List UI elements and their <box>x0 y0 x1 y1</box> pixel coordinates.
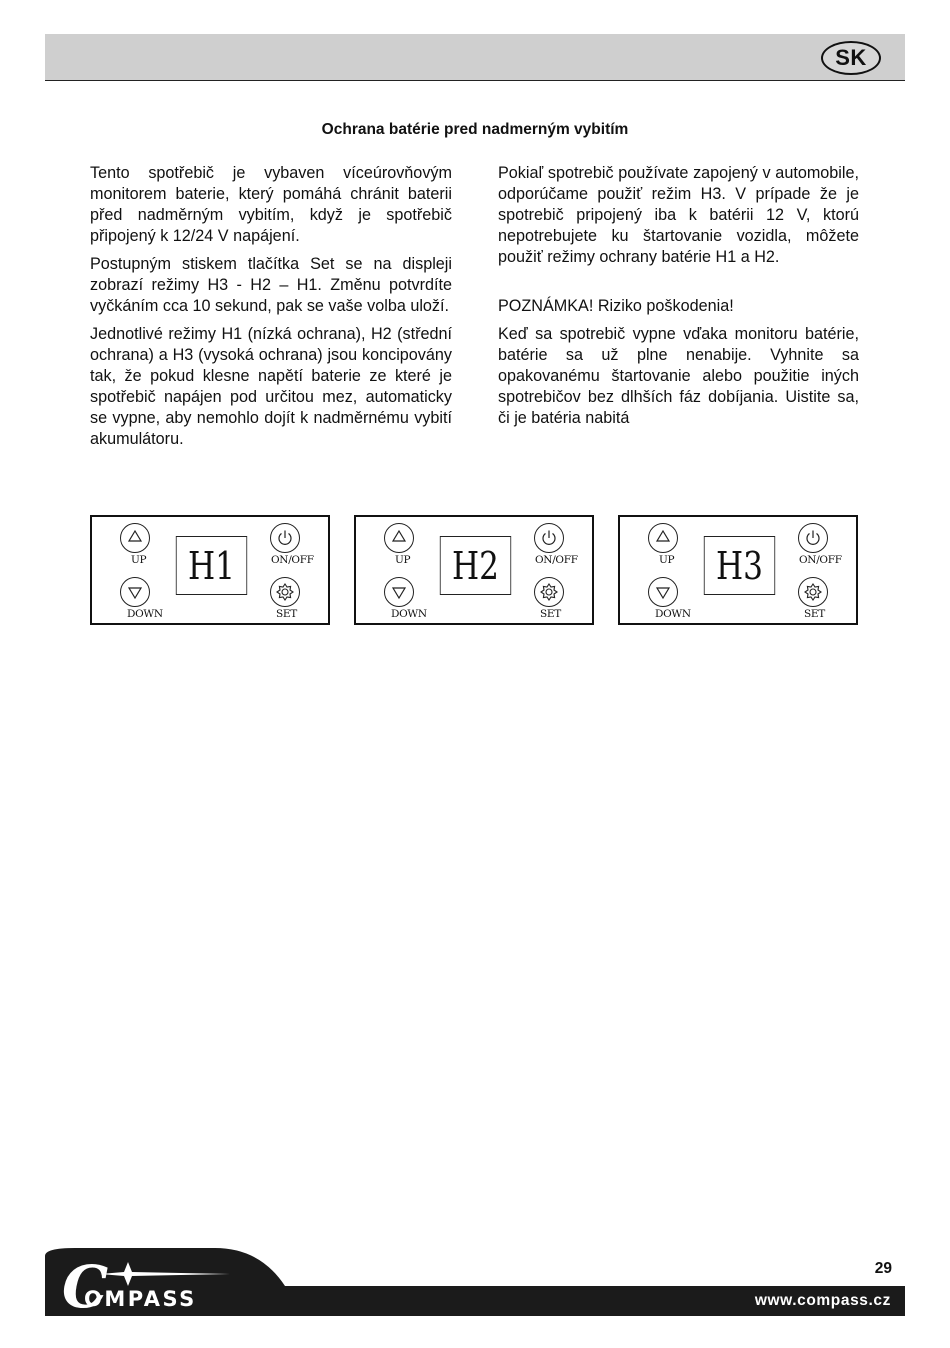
up-label: UP <box>395 554 411 566</box>
up-button[interactable] <box>648 523 678 553</box>
logo-text: OMPASS <box>84 1287 197 1311</box>
display-screen: H3 <box>704 536 775 595</box>
down-label: DOWN <box>655 608 691 620</box>
power-label: ON/OFF <box>799 554 842 566</box>
paragraph: Jednotlivé režimy H1 (nízká ochrana), H2 (střední ochrana) a H3 (vysoká ochrana) jsou koncipovány tak, že pokud klesne napětí baterie ze které je spotřebič napájen pod určitou mez, automaticky se vypne, aby nemohlo dojít k nadměrnému vybití akumulátoru. <box>90 325 452 448</box>
down-label: DOWN <box>391 608 427 620</box>
header-bar <box>45 34 905 81</box>
down-button[interactable] <box>648 577 678 607</box>
power-button[interactable] <box>534 523 564 553</box>
set-button[interactable] <box>270 577 300 607</box>
down-button[interactable] <box>384 577 414 607</box>
up-label: UP <box>131 554 147 566</box>
left-column <box>90 163 452 457</box>
note-text: Keď sa spotrebič vypne vďaka monitoru batérie, batérie sa už plne nenabije. Vyhnite sa opakovanému štartovanie alebo použitie iných spotrebičov bez dlhších fáz dobíjania. Uistite sa, či je batéria nabitá <box>498 325 859 427</box>
power-label: ON/OFF <box>271 554 314 566</box>
triangle-up-icon <box>385 524 413 552</box>
up-button[interactable] <box>120 523 150 553</box>
triangle-up-icon <box>649 524 677 552</box>
up-button[interactable] <box>384 523 414 553</box>
paragraph: Tento spotřebič je vybaven víceúrovňovým monitorem baterie, který pomáhá chránit baterii před nadměrným vybitím, když je spotřebič připojený k 12/24 V napájení. <box>90 164 452 245</box>
set-button[interactable] <box>534 577 564 607</box>
set-label: SET <box>540 608 561 620</box>
up-label: UP <box>659 554 675 566</box>
set-button[interactable] <box>798 577 828 607</box>
power-icon <box>799 524 827 552</box>
control-panel-h3 <box>618 515 858 625</box>
note-heading: POZNÁMKA! Riziko poškodenia! <box>498 297 734 315</box>
gear-icon <box>271 578 299 606</box>
down-button[interactable] <box>120 577 150 607</box>
triangle-up-icon <box>121 524 149 552</box>
display-screen: H1 <box>176 536 247 595</box>
logo-initial: C <box>62 1253 109 1321</box>
power-icon <box>271 524 299 552</box>
paragraph: Postupným stiskem tlačítka Set se na displeji zobrazí režimy H3 - H2 – H1. Změnu potvrdíte vyčkáním cca 10 sekund, pak se vaše volba uloží. <box>90 255 452 315</box>
power-icon <box>535 524 563 552</box>
set-label: SET <box>276 608 297 620</box>
display-screen: H2 <box>440 536 511 595</box>
gear-icon <box>535 578 563 606</box>
power-label: ON/OFF <box>535 554 578 566</box>
website-link[interactable]: www.compass.cz <box>754 1292 891 1309</box>
page-number: 29 <box>874 1260 892 1277</box>
triangle-down-icon <box>121 578 149 606</box>
triangle-down-icon <box>649 578 677 606</box>
down-label: DOWN <box>127 608 163 620</box>
power-button[interactable] <box>798 523 828 553</box>
power-button[interactable] <box>270 523 300 553</box>
triangle-down-icon <box>385 578 413 606</box>
control-panel-h2 <box>354 515 594 625</box>
gear-icon <box>799 578 827 606</box>
language-badge: SK <box>821 41 881 75</box>
control-panel-h1 <box>90 515 330 625</box>
paragraph: Pokiaľ spotrebič používate zapojený v automobile, odporúčame použiť režim H3. V prípade že je spotrebič pripojený iba k batérii 12 V, ktorú nepotrebujete ku štartovanie vozidla, môžete použiť režimy ochrany batérie H1 a H2. <box>498 164 859 266</box>
set-label: SET <box>804 608 825 620</box>
right-column <box>498 163 859 436</box>
section-title: Ochrana batérie pred nadmerným vybitím <box>321 121 629 138</box>
star-icon <box>100 1262 230 1286</box>
